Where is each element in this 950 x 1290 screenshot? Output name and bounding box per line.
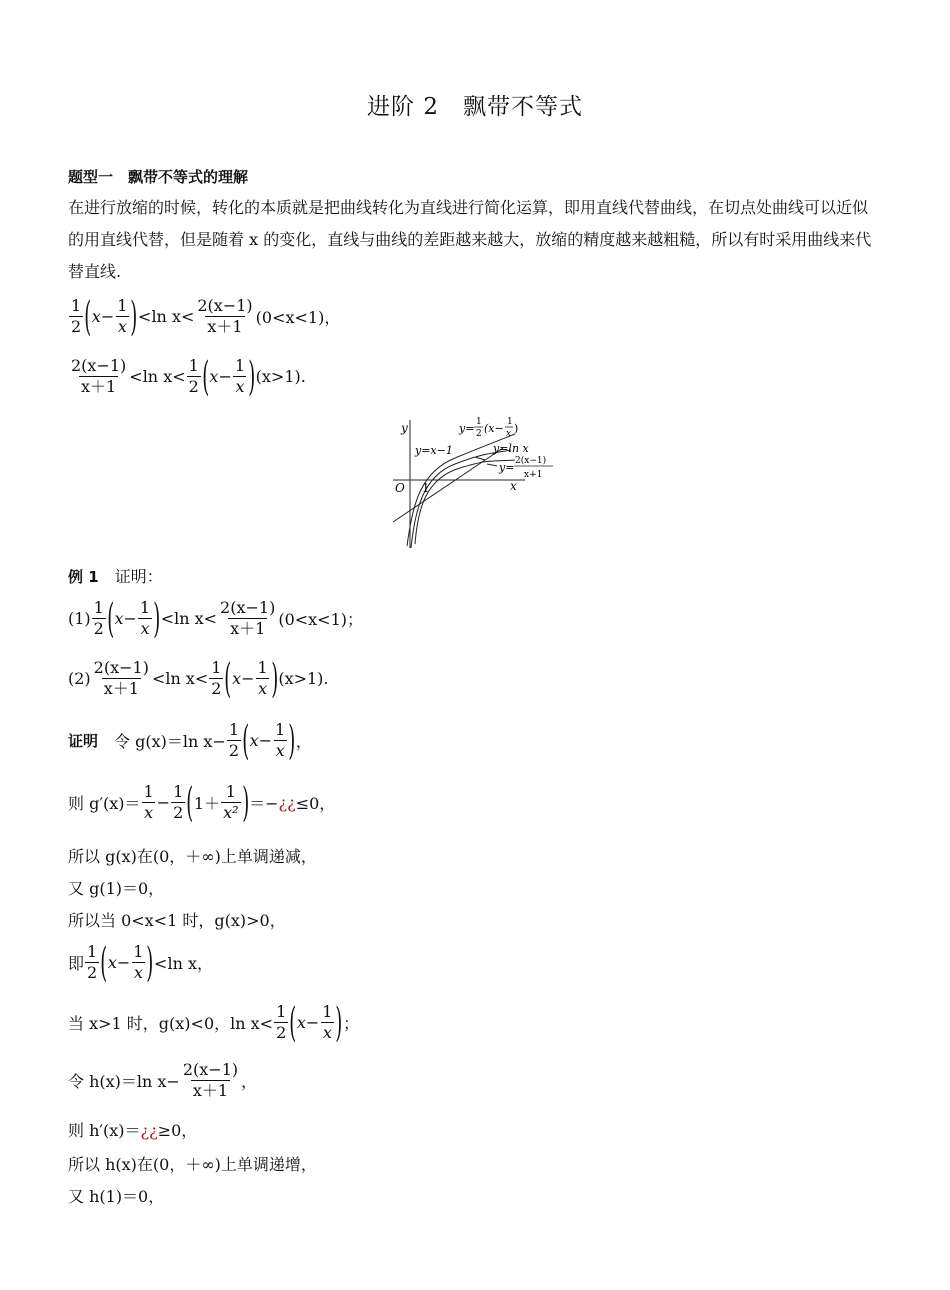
- half-label-inner-den: x: [506, 429, 512, 439]
- left-paren: (: [107, 595, 115, 642]
- fraction: $\frac{2(x-1)}{x+1}$: [71, 356, 127, 396]
- proof-line: 所以当 0<x<1 时，g(x)>0，: [68, 911, 286, 930]
- section-heading: 题型一 飘带不等式的理解: [68, 168, 249, 186]
- example-item-2: (2) $\frac{2(x-1)}{x+1}$ <ln x< $\frac{1}{2}$ (x− $\frac{1}{x}$ )(x>1).: [68, 655, 329, 702]
- curve-ln: [411, 450, 511, 548]
- proof-line: 所以 g(x)在(0，＋∞)上单调递减，: [68, 847, 317, 866]
- right-paren: ): [335, 999, 343, 1046]
- fraction: $\frac{2(x-1)}{x+1}$: [220, 598, 276, 638]
- proof-h-definition: 令 h(x)＝ln x− $\frac{2(x-1)}{x+1}$ ，: [68, 1060, 258, 1100]
- fraction: $\frac{1}{2}$: [276, 1002, 287, 1042]
- garbled-expression: ¿¿: [278, 793, 296, 812]
- ln-label: y=ln x: [493, 442, 529, 455]
- fraction: $\frac{1}{2}$: [228, 720, 239, 760]
- fraction: $\frac{1}{x}$: [275, 720, 286, 760]
- fraction: $\frac{1}{2}$: [93, 598, 104, 638]
- half-label-close: ): [514, 422, 519, 435]
- fraction: $\frac{1}{2}$: [173, 782, 184, 822]
- intro-paragraph: 在进行放缩的时候，转化的本质就是把曲线转化为直线进行简化运算，即用直线代替曲线，在切点处曲线可以近似的用直线代替，但是随着 x 的变化，直线与曲线的差距越来越大，放缩的精度越来越粗糙，所以有时采用曲线来代替直线.: [68, 198, 872, 281]
- half-label-den: 2: [476, 429, 482, 439]
- fraction: $\frac{2(x-1)}{x+1}$: [182, 1060, 239, 1100]
- half-label-num: 1: [476, 417, 482, 427]
- right-paren: ): [288, 717, 296, 764]
- page-title: 进阶 2 飘带不等式: [367, 94, 583, 120]
- right-paren: ): [146, 939, 154, 986]
- left-paren: (: [84, 293, 92, 340]
- fraction: $\frac{1}{x}$: [143, 782, 154, 822]
- fraction: $\frac{1}{x}$: [139, 598, 151, 638]
- fraction: $\frac{1}{\text{x²}}$: [223, 782, 239, 822]
- half-label-body: (x−: [484, 422, 504, 435]
- line-label: y=x−1: [415, 444, 453, 457]
- left-paren: (: [100, 939, 108, 986]
- right-paren: ): [153, 595, 161, 642]
- right-paren: ): [130, 293, 138, 340]
- left-paren: (: [289, 999, 297, 1046]
- example-item-1: (1) $\frac{1}{2}$ (x− $\frac{1}{x}$ )<ln x< $\frac{2(x-1)}{x+1}$ (0<x<1)；: [68, 595, 364, 642]
- proof-ji-line: 即 $\frac{1}{2}$ (x− $\frac{1}{x}$ )<ln x，: [68, 939, 213, 986]
- fraction: $\frac{1}{x}$: [234, 356, 246, 396]
- example-label: 例 1: [68, 568, 99, 586]
- garbled-expression: ¿¿: [140, 1121, 158, 1140]
- y-axis-label: y: [401, 421, 408, 435]
- proof-g-derivative: 则 g′(x)＝ $\frac{1}{x}$ − $\frac{1}{2}$ (1＋ $\frac{1}{\text{x²}}$ )＝−¿¿≤0，: [68, 779, 336, 826]
- right-paren: ): [248, 353, 256, 400]
- right-paren: ): [271, 655, 279, 702]
- left-paren: (: [242, 717, 250, 764]
- origin-label: O: [395, 481, 405, 495]
- proof-case2-line: 当 x>1 时，g(x)<0，ln x< $\frac{1}{2}$ (x− $\frac{1}{x}$ )；: [68, 999, 360, 1046]
- example-prompt: 证明：: [114, 567, 163, 586]
- fraction: $\frac{1}{2}$: [87, 942, 98, 982]
- inequality-2: $\frac{2(x-1)}{x+1}$ <ln x< $\frac{1}{2}$ (x− $\frac{1}{x}$ )(x>1).: [71, 353, 306, 400]
- fraction: $\frac{1}{2}$: [211, 658, 222, 698]
- proof-line: 所以 h(x)在(0，＋∞)上单调递增，: [68, 1155, 317, 1174]
- proof-line: 又 h(1)＝0，: [68, 1187, 165, 1206]
- fraction: $\frac{2(x-1)}{x+1}$: [197, 296, 253, 336]
- half-label-prefix: y=: [459, 422, 475, 435]
- proof-h-derivative: 则 h′(x)＝¿¿≥0，: [68, 1121, 198, 1140]
- right-paren: ): [241, 779, 249, 826]
- left-paren: (: [224, 655, 232, 702]
- fraction: $\frac{1}{x}$: [257, 658, 268, 698]
- fraction: $\frac{1}{x}$: [117, 296, 128, 336]
- rational-label-den: x+1: [524, 470, 543, 480]
- tick-one-label: 1: [422, 481, 430, 495]
- x-axis-label: x: [510, 479, 517, 493]
- fraction: $\frac{2(x-1)}{x+1}$: [93, 658, 149, 698]
- rational-label-num: 2(x−1): [515, 456, 547, 466]
- fraction: $\frac{1}{x}$: [322, 1002, 333, 1042]
- proof-g-definition: 证明 令 g(x)＝ln x− $\frac{1}{2}$ (x− $\frac{1}{x}$ )，: [68, 717, 312, 764]
- curves-graph: [385, 410, 565, 550]
- rational-label-prefix: y=: [499, 461, 515, 474]
- fraction: $\frac{1}{2}$: [71, 296, 82, 336]
- example-heading: [68, 564, 163, 587]
- inequality-1: $\frac{1}{2}$ (x− $\frac{1}{x}$ )<ln x< $\frac{2(x-1)}{x+1}$ (0<x<1)，: [71, 293, 341, 340]
- proof-label: 证明: [68, 732, 99, 750]
- proof-line: 又 g(1)＝0，: [68, 879, 165, 898]
- left-paren: (: [202, 353, 210, 400]
- half-label-inner-num: 1: [507, 417, 513, 427]
- fraction: $\frac{1}{x}$: [133, 942, 144, 982]
- fraction: $\frac{1}{2}$: [188, 356, 199, 396]
- left-paren: (: [186, 779, 194, 826]
